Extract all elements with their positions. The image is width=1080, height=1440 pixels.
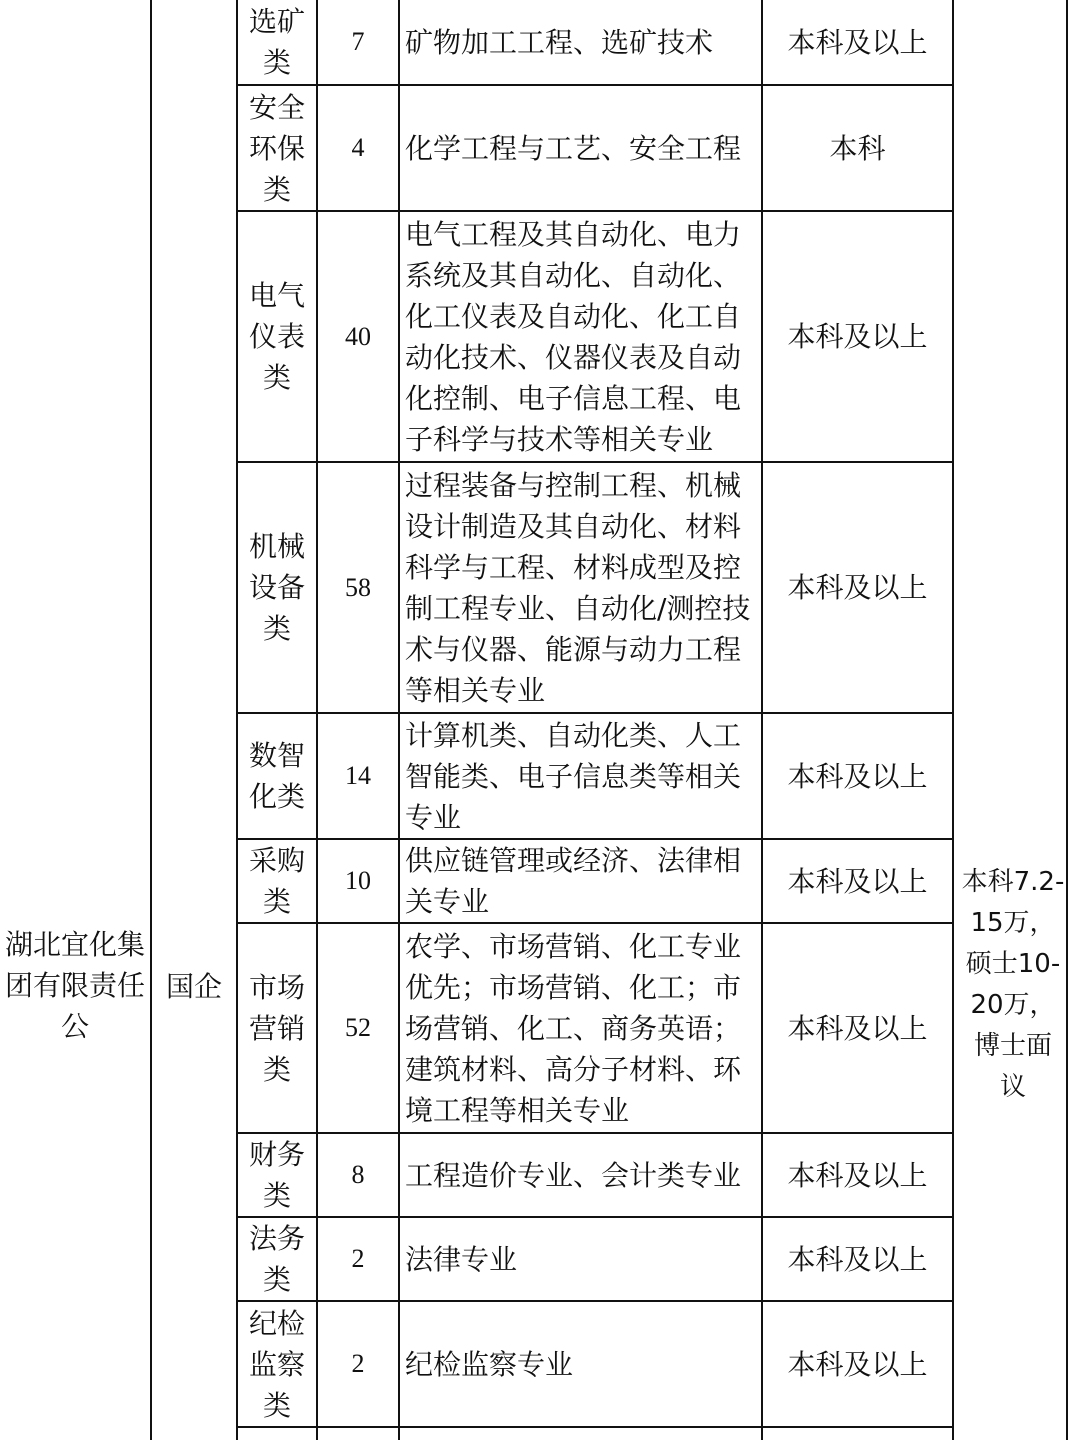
education-cell: [763, 1134, 952, 1216]
company-name-line: 湖北宜化集: [4, 927, 145, 961]
category-label: 仪表: [248, 320, 305, 353]
majors-line: 化控制、电子信息工程、电: [405, 381, 742, 415]
majors-line: 纪检监察专业: [405, 1347, 574, 1381]
education-requirement: 本科及以上: [787, 25, 928, 59]
company-name-line: 公: [60, 1009, 89, 1043]
majors-cell: [405, 1218, 761, 1300]
majors-line: 法律专业: [405, 1242, 518, 1276]
category-label: 类: [262, 172, 291, 206]
headcount: 10: [345, 866, 371, 895]
headcount: 2: [351, 1244, 365, 1273]
majors-cell: [405, 0, 761, 84]
education-cell: [763, 1218, 952, 1300]
education-requirement: 本科: [829, 131, 886, 165]
grid-line: [398, 0, 400, 1440]
majors-cell: [405, 1302, 761, 1426]
education-cell: [763, 1302, 952, 1426]
majors-cell: [405, 924, 761, 1132]
category-label: 类: [262, 1052, 291, 1086]
education-requirement: 本科及以上: [787, 320, 928, 353]
majors-line: 子科学与技术等相关专业: [405, 422, 714, 456]
category-label: 类: [262, 612, 291, 645]
majors-line: 科学与工程、材料成型及控: [405, 550, 742, 584]
salary-line: 15万，: [970, 908, 1056, 938]
category-label: 监察: [248, 1347, 305, 1381]
category-label: 安全: [248, 90, 305, 124]
education-cell: [763, 86, 952, 210]
majors-line: 矿物加工工程、选矿技术: [405, 25, 714, 59]
education-cell: [763, 0, 952, 84]
education-cell: [763, 212, 952, 461]
salary-line: 博士面: [973, 1031, 1052, 1061]
table-row: [238, 1134, 316, 1216]
majors-cell: [405, 212, 761, 461]
table-row: [238, 86, 316, 210]
headcount: 58: [345, 572, 371, 602]
majors-line: 优先；市场营销、化工；市: [405, 970, 742, 1004]
category-label: 法务: [248, 1222, 305, 1255]
grid-line: [1066, 0, 1068, 1440]
salary-line: 硕士10-: [965, 949, 1061, 979]
education-cell: [763, 714, 952, 838]
majors-cell: [405, 840, 761, 922]
category-label: 类: [262, 361, 291, 394]
company-name-line: 团有限责任: [4, 968, 145, 1002]
majors-cell: [405, 86, 761, 210]
category-label: 类: [262, 1179, 291, 1212]
majors-cell: [405, 463, 761, 712]
education-requirement: 本科及以上: [787, 1242, 928, 1276]
education-cell: [763, 924, 952, 1132]
table-row: [238, 714, 316, 838]
majors-cell: [405, 1134, 761, 1216]
education-requirement: 本科及以上: [787, 864, 928, 898]
headcount: 52: [345, 1013, 371, 1042]
headcount: 40: [345, 321, 371, 351]
education-requirement: 本科及以上: [787, 1158, 928, 1192]
grid-line: [150, 0, 152, 1440]
headcount-cell: [318, 463, 398, 712]
category-label: 类: [262, 1388, 291, 1422]
headcount-cell: [318, 840, 398, 922]
headcount-cell: [318, 0, 398, 84]
category-label: 机械: [248, 530, 305, 563]
table-row: [238, 1218, 316, 1300]
majors-line: 建筑材料、高分子材料、环: [405, 1052, 742, 1086]
category-label: 环保: [248, 131, 305, 165]
majors-line: 等相关专业: [405, 673, 546, 707]
category-label: 类: [262, 1263, 291, 1296]
majors-line: 系统及其自动化、自动化、: [405, 258, 742, 292]
salary-line: 本科7.2-: [961, 867, 1065, 897]
headcount: 4: [351, 133, 365, 162]
majors-line: 制工程专业、自动化/测控技: [405, 591, 751, 625]
salary-line: 20万，: [970, 990, 1056, 1020]
ownership-cell: [152, 964, 236, 1008]
company-name-cell: [0, 920, 150, 1050]
majors-line: 关专业: [405, 885, 490, 918]
education-cell: [763, 840, 952, 922]
table-row: [238, 924, 316, 1132]
majors-line: 场营销、化工、商务英语；: [405, 1011, 742, 1045]
category-label: 纪检: [248, 1306, 305, 1340]
headcount: 14: [345, 761, 371, 790]
majors-line: 境工程等相关专业: [405, 1093, 630, 1127]
category-label: 电气: [248, 279, 305, 312]
majors-line: 计算机类、自动化类、人工: [405, 718, 742, 752]
headcount-cell: [318, 924, 398, 1132]
table-row: [238, 212, 316, 461]
majors-line: 电气工程及其自动化、电力: [405, 217, 742, 251]
table-row: [238, 1302, 316, 1426]
grid-line: [236, 1426, 952, 1428]
majors-line: 过程装备与控制工程、机械: [405, 468, 742, 502]
category-label: 选矿: [248, 5, 305, 38]
majors-line: 农学、市场营销、化工专业: [405, 929, 742, 963]
majors-line: 动化技术、仪器仪表及自动: [405, 340, 742, 374]
education-requirement: 本科及以上: [787, 1011, 928, 1045]
salary-line: 议: [999, 1072, 1026, 1102]
category-label: 采购: [248, 844, 305, 877]
headcount-cell: [318, 1134, 398, 1216]
headcount-cell: [318, 86, 398, 210]
headcount-cell: [318, 714, 398, 838]
majors-line: 设计制造及其自动化、材料: [405, 509, 742, 543]
headcount-cell: [318, 1302, 398, 1426]
education-requirement: 本科及以上: [787, 1347, 928, 1381]
category-label: 类: [262, 46, 291, 79]
category-label: 营销: [248, 1011, 305, 1045]
majors-line: 专业: [405, 800, 462, 834]
table-row: [238, 463, 316, 712]
majors-line: 化工仪表及自动化、化工自: [405, 299, 742, 333]
grid-line: [952, 0, 954, 1440]
headcount: 2: [351, 1349, 365, 1378]
table-row: [238, 0, 316, 84]
category-label: 类: [262, 885, 291, 918]
majors-line: 供应链管理或经济、法律相: [405, 844, 742, 877]
salary-cell: [954, 860, 1072, 1110]
table-row: [238, 840, 316, 922]
ownership-type: 国企: [165, 969, 222, 1003]
category-label: 市场: [248, 970, 305, 1004]
majors-line: 智能类、电子信息类等相关: [405, 759, 742, 793]
category-label: 设备: [248, 571, 305, 604]
education-cell: [763, 463, 952, 712]
majors-line: 工程造价专业、会计类专业: [405, 1158, 742, 1192]
headcount: 7: [351, 27, 365, 56]
majors-cell: [405, 714, 761, 838]
headcount-cell: [318, 1218, 398, 1300]
education-requirement: 本科及以上: [787, 571, 928, 604]
education-requirement: 本科及以上: [787, 759, 928, 793]
majors-line: 术与仪器、能源与动力工程: [405, 632, 742, 666]
headcount: 8: [351, 1160, 365, 1189]
headcount-cell: [318, 212, 398, 461]
category-label: 数智: [248, 739, 305, 772]
category-label: 化类: [248, 780, 305, 813]
category-label: 财务: [248, 1138, 305, 1171]
majors-line: 化学工程与工艺、安全工程: [405, 131, 742, 165]
